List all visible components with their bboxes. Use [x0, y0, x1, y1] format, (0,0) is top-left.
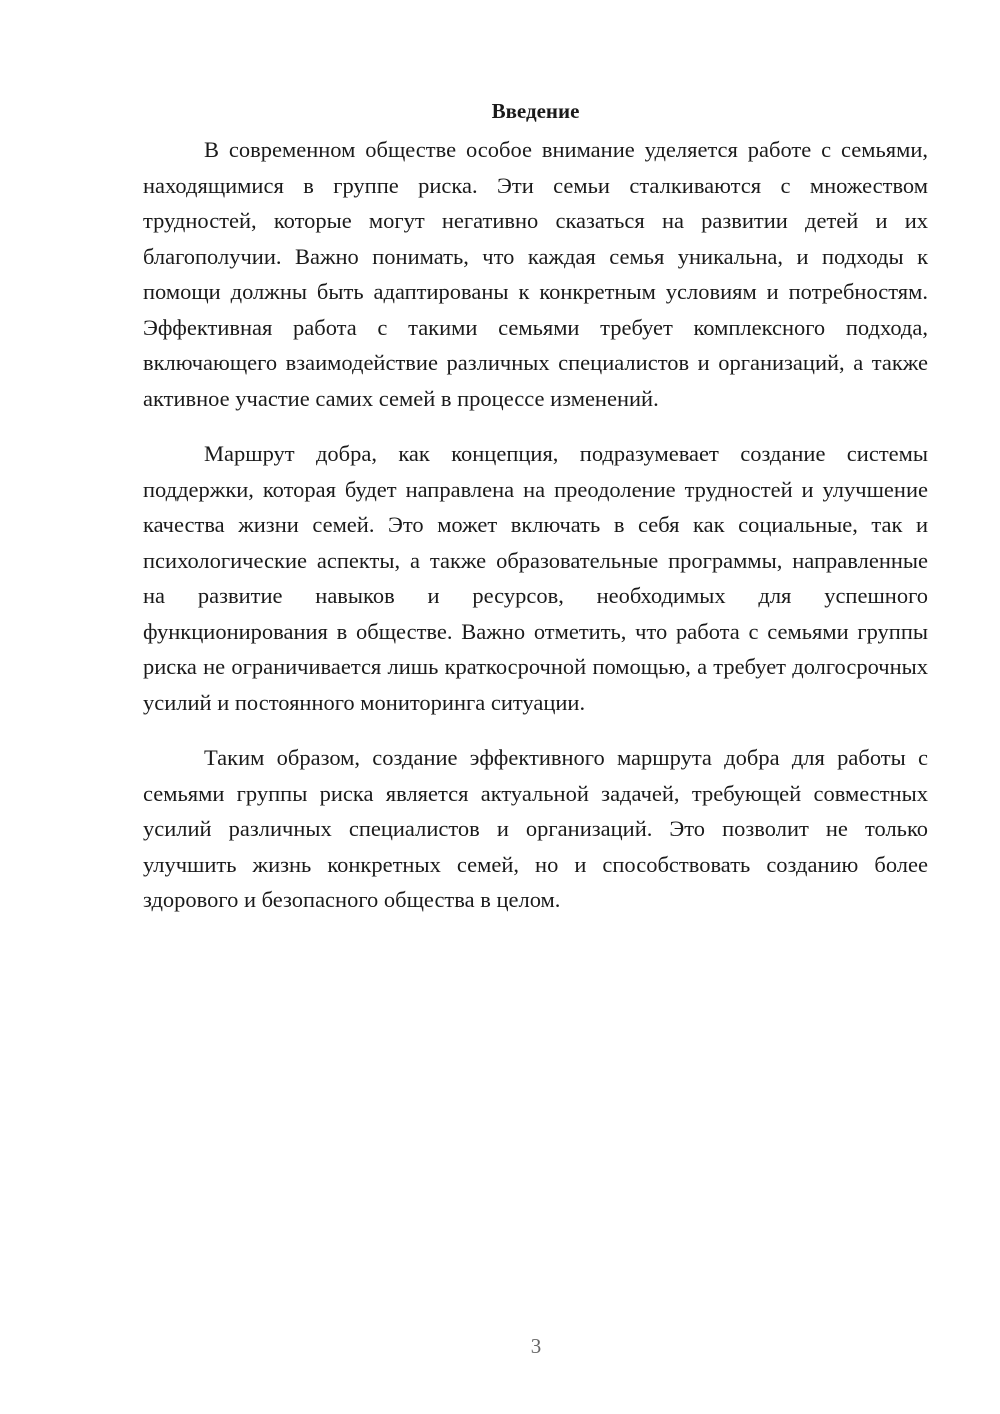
paragraph-2: Маршрут добра, как концепция, подразумевает создание системы поддержки, которая будет направлена на преодоление трудностей и улучшение качества жизни семей. Это может включать в себя как социальные, так и психологические аспекты, а также образовательные программы, направленные на развитие навыков и ресурсов, необходимых для успешного функционирования в обществе. Важно отметить, что работа с семьями группы риска не ограничивается лишь краткосрочной помощью, а требует долгосрочных усилий и постоянного мониторинга ситуации.: [143, 441, 928, 715]
page-content: [143, 96, 928, 938]
paragraph-3: Таким образом, создание эффективного маршрута добра для работы с семьями группы риска является актуальной задачей, требующей совместных усилий различных специалистов и организаций. Это позволит не только улучшить жизнь конкретных семей, но и способствовать созданию более здорового и безопасного общества в целом.: [143, 745, 928, 912]
page-title: Введение: [491, 99, 580, 123]
page-number: 3: [530, 1334, 542, 1358]
paragraph-1: В современном обществе особое внимание уделяется работе с семьями, находящимися в группе риска. Эти семьи сталкиваются с множеством трудностей, которые могут негативно сказаться на развитии детей и их благополучии. Важно понимать, что каждая семья уникальна, и подходы к помощи должны быть адаптированы к конкретным условиям и потребностям. Эффективная работа с такими семьями требует комплексного подхода, включающего взаимодействие различных специалистов и организаций, а также активное участие самих семей в процессе изменений.: [143, 137, 928, 411]
